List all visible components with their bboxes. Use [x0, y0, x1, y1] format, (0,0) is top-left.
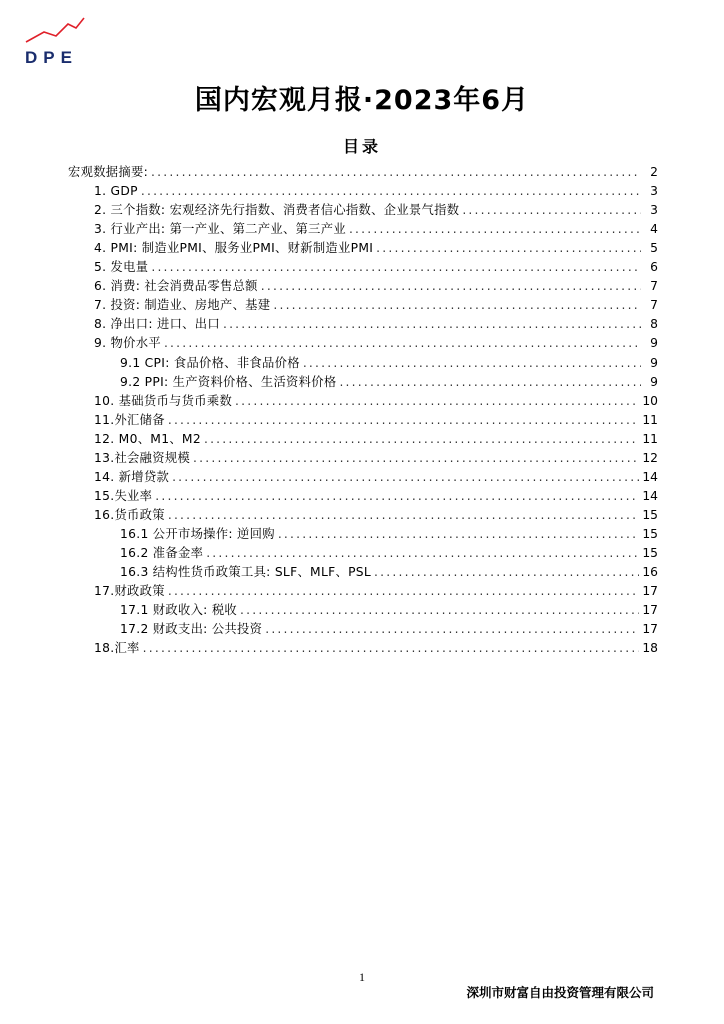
toc-entry[interactable]: [68, 296, 658, 315]
toc-entry[interactable]: [68, 239, 658, 258]
toc-entry[interactable]: [68, 373, 658, 392]
toc-entry-page: 17: [642, 622, 658, 637]
toc-entry-label: 16.1 公开市场操作: 逆回购: [120, 526, 275, 541]
toc-leader-dots: [168, 582, 640, 601]
toc-leader-dots: [164, 334, 641, 353]
toc-leader-dots: [235, 392, 639, 411]
toc-entry-label: 17.财政政策: [94, 584, 165, 599]
toc-entry-page: 14: [642, 469, 658, 484]
toc-entry-label: 4. PMI: 制造业PMI、服务业PMI、财新制造业PMI: [94, 241, 374, 256]
toc-leader-dots: [151, 163, 641, 182]
toc-entry-page: 15: [642, 526, 658, 541]
toc-entry-page: 15: [642, 545, 658, 560]
page-number: 1: [359, 970, 365, 984]
toc-entry-label: 9.1 CPI: 食品价格、非食品价格: [120, 355, 300, 370]
toc-entry[interactable]: [68, 525, 658, 544]
toc-leader-dots: [206, 544, 639, 563]
toc-leader-dots: [303, 354, 641, 373]
toc-entry[interactable]: [68, 487, 658, 506]
toc-entry[interactable]: [68, 220, 658, 239]
toc-entry-page: 11: [642, 412, 658, 427]
toc-leader-dots: [141, 182, 641, 201]
toc-leader-dots: [193, 449, 639, 468]
toc-entry-label: 11.外汇储备: [94, 412, 165, 427]
toc-entry[interactable]: [68, 563, 658, 582]
toc-leader-dots: [223, 315, 641, 334]
logo-text: DPE: [25, 48, 78, 67]
toc-leader-dots: [143, 639, 640, 658]
toc-entry[interactable]: [68, 620, 658, 639]
company-logo: [22, 14, 102, 66]
toc-entry[interactable]: [68, 334, 658, 353]
toc-leader-dots: [278, 525, 640, 544]
toc-leader-dots: [204, 430, 639, 449]
toc-entry-label: 9.2 PPI: 生产资料价格、生活资料价格: [120, 374, 337, 389]
toc-entry-page: 7: [650, 279, 658, 294]
toc-entry[interactable]: [68, 258, 658, 277]
toc-leader-dots: [261, 277, 641, 296]
toc-entry-label: 13.社会融资规模: [94, 450, 191, 465]
toc-entry-label: 16.2 准备金率: [120, 545, 204, 560]
toc-entry[interactable]: [68, 182, 658, 201]
toc-entry[interactable]: [68, 392, 658, 411]
toc-entry-page: 16: [642, 565, 658, 580]
toc-heading: 目录: [342, 137, 381, 156]
toc-entry[interactable]: [68, 449, 658, 468]
table-of-contents: [68, 163, 658, 658]
toc-entry[interactable]: [68, 601, 658, 620]
toc-entry-label: 3. 行业产出: 第一产业、第二产业、第三产业: [94, 222, 346, 237]
toc-entry-page: 2: [650, 165, 658, 180]
toc-entry-label: 15.失业率: [94, 488, 153, 503]
toc-entry-label: 9. 物价水平: [94, 336, 161, 351]
toc-entry-page: 3: [650, 184, 658, 199]
toc-entry[interactable]: [68, 201, 658, 220]
toc-entry-label: 12. M0、M1、M2: [94, 431, 201, 446]
toc-entry[interactable]: [68, 430, 658, 449]
toc-leader-dots: [349, 220, 641, 239]
toc-leader-dots: [339, 373, 641, 392]
toc-leader-dots: [155, 487, 639, 506]
toc-entry[interactable]: [68, 411, 658, 430]
toc-entry-label: 8. 净出口: 进口、出口: [94, 317, 220, 332]
toc-entry-label: 14. 新增贷款: [94, 469, 170, 484]
toc-leader-dots: [240, 601, 639, 620]
rising-line-icon: [22, 14, 102, 48]
toc-entry-page: 8: [650, 317, 658, 332]
footer-company: 深圳市财富自由投资管理有限公司: [466, 985, 654, 1000]
toc-leader-dots: [168, 411, 640, 430]
toc-entry-page: 15: [642, 507, 658, 522]
toc-entry-label: 6. 消费: 社会消费品零售总额: [94, 279, 258, 294]
toc-leader-dots: [376, 239, 641, 258]
toc-entry[interactable]: [68, 639, 658, 658]
toc-entry[interactable]: [68, 315, 658, 334]
toc-entry-label: 5. 发电量: [94, 260, 149, 275]
toc-entry[interactable]: [68, 277, 658, 296]
toc-entry-page: 10: [642, 393, 658, 408]
toc-entry[interactable]: [68, 163, 658, 182]
toc-entry-page: 18: [642, 641, 658, 656]
toc-entry-page: 14: [642, 488, 658, 503]
toc-entry-label: 17.2 财政支出: 公共投资: [120, 622, 263, 637]
toc-entry-label: 16.货币政策: [94, 507, 165, 522]
toc-entry-page: 5: [650, 241, 658, 256]
toc-entry[interactable]: [68, 468, 658, 487]
toc-entry-page: 9: [650, 336, 658, 351]
toc-entry-page: 17: [642, 584, 658, 599]
toc-entry-page: 4: [650, 222, 658, 237]
toc-leader-dots: [374, 563, 639, 582]
toc-entry-page: 9: [650, 355, 658, 370]
toc-entry-label: 7. 投资: 制造业、房地产、基建: [94, 298, 271, 313]
toc-entry-label: 16.3 结构性货币政策工具: SLF、MLF、PSL: [120, 565, 372, 580]
page-title: 国内宏观月报·2023年6月: [194, 85, 530, 116]
toc-entry-label: 1. GDP: [94, 184, 138, 199]
toc-entry-label: 17.1 财政收入: 税收: [120, 603, 238, 618]
toc-leader-dots: [168, 506, 640, 525]
toc-leader-dots: [273, 296, 641, 315]
toc-entry-page: 11: [642, 431, 658, 446]
toc-entry[interactable]: [68, 353, 658, 372]
toc-entry[interactable]: [68, 582, 658, 601]
toc-leader-dots: [172, 468, 639, 487]
toc-leader-dots: [462, 201, 641, 220]
toc-leader-dots: [265, 620, 639, 639]
toc-entry-page: 17: [642, 603, 658, 618]
toc-leader-dots: [151, 258, 641, 277]
toc-entry-page: 7: [650, 298, 658, 313]
toc-entry-label: 18.汇率: [94, 641, 140, 656]
toc-entry[interactable]: [68, 506, 658, 525]
toc-entry[interactable]: [68, 544, 658, 563]
toc-entry-page: 12: [642, 450, 658, 465]
toc-entry-page: 9: [650, 374, 658, 389]
toc-entry-label: 2. 三个指数: 宏观经济先行指数、消费者信心指数、企业景气指数: [94, 203, 460, 218]
toc-entry-label: 宏观数据摘要:: [68, 165, 149, 180]
toc-entry-page: 6: [650, 260, 658, 275]
toc-entry-page: 3: [650, 203, 658, 218]
toc-entry-label: 10. 基础货币与货币乘数: [94, 393, 233, 408]
